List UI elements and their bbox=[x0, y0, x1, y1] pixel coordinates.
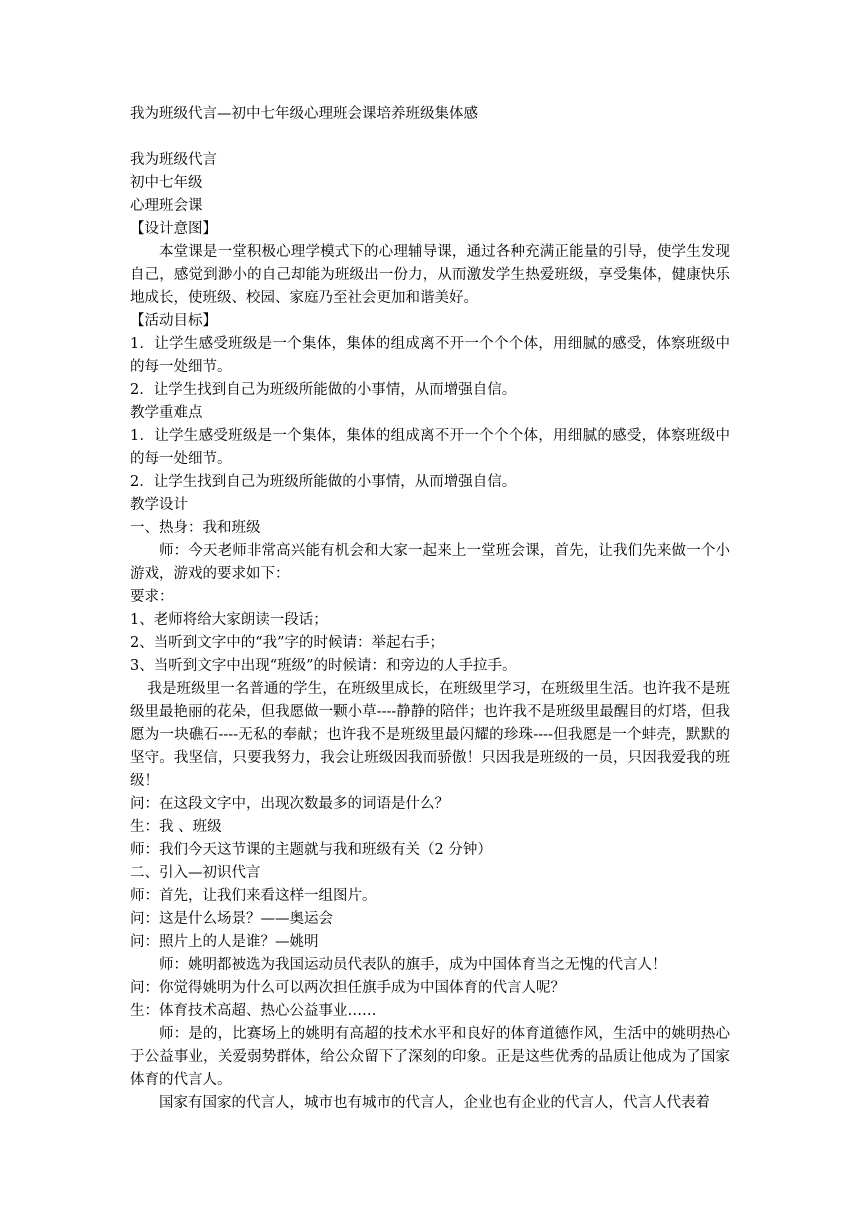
goal-item: 2．让学生找到自己为班级所能做的小事情，从而增强自信。 bbox=[130, 382, 517, 398]
teaching-design-heading: 教学设计 bbox=[130, 497, 188, 513]
meta-line-topic: 我为班级代言 bbox=[130, 152, 217, 168]
goal-item: 1．让学生感受班级是一个集体，集体的组成离不开一个个个体，用细腻的感受，体察班级中的每一处细节。 bbox=[130, 336, 730, 375]
qa-line: 师：首先，让我们来看这样一组图片。 bbox=[130, 888, 377, 904]
design-heading: 【设计意图】 bbox=[130, 221, 217, 237]
qa-line: 师：我们今天这节课的主题就与我和班级有关（2 分钟） bbox=[130, 842, 492, 858]
qa-line: 问：在这段文字中，出现次数最多的词语是什么？ bbox=[130, 796, 449, 812]
qa-line: 问：这是什么场景？——奥运会 bbox=[130, 911, 333, 927]
section2-heading: 二、引入—初识代言 bbox=[130, 865, 261, 881]
requirement-item: 2、当听到文字中的“我”字的时候请：举起右手； bbox=[130, 635, 445, 651]
goals-heading: 【活动目标】 bbox=[130, 313, 217, 329]
requirements-label: 要求： bbox=[130, 589, 174, 605]
key-point-item: 1．让学生感受班级是一个集体，集体的组成离不开一个个个体，用细腻的感受，体察班级中的每一处细节。 bbox=[130, 428, 730, 467]
section1-heading: 一、热身：我和班级 bbox=[130, 520, 261, 536]
reading-passage: 我是班级里一名普通的学生，在班级里成长，在班级里学习，在班级里生活。也许我不是班级里最艳丽的花朵，但我愿做一颗小草----静静的陪伴；也许我不是班级里最醒目的灯塔，但我愿为一块礁石----无私的奉献；也许我不是班级里最闪耀的珍珠----但我愿是一个蚌壳，默默的坚守。我坚信，只要我努力，我会让班级因我而骄傲！只因我是班级的一员，只因我爱我的班级！ bbox=[130, 681, 730, 789]
design-text: 本堂课是一堂积极心理学模式下的心理辅导课，通过各种充满正能量的引导，使学生发现自己，感觉到渺小的自己却能为班级出一份力，从而激发学生热爱班级，享受集体，健康快乐地成长，使班级、校园、家庭乃至社会更加和谐美好。 bbox=[130, 244, 730, 306]
qa-line: 生：体育技术高超、热心公益事业…… bbox=[130, 1003, 377, 1019]
qa-line: 问：你觉得姚明为什么可以两次担任旗手成为中国体育的代言人呢？ bbox=[130, 980, 565, 996]
yao-ming-statement: 师：姚明都被选为我国运动员代表队的旗手，成为中国体育当之无愧的代言人！ bbox=[159, 957, 667, 973]
requirement-item: 3、当听到文字中出现“班级”的时候请：和旁边的人手拉手。 bbox=[130, 658, 517, 674]
document-page bbox=[130, 103, 730, 1115]
closing-text: 国家有国家的代言人，城市也有城市的代言人，企业也有企业的代言人，代言人代表着 bbox=[159, 1095, 710, 1111]
requirement-item: 1、老师将给大家朗读一段话； bbox=[130, 612, 328, 628]
qa-line: 生：我 、班级 bbox=[130, 819, 222, 835]
section1-intro: 师：今天老师非常高兴能有机会和大家一起来上一堂班会课，首先，让我们先来做一个小游戏，游戏的要求如下： bbox=[130, 543, 730, 582]
meta-line-grade: 初中七年级 bbox=[130, 175, 203, 191]
document-title: 我为班级代言—初中七年级心理班会课培养班级集体感 bbox=[130, 106, 478, 122]
meta-line-type: 心理班会课 bbox=[130, 198, 203, 214]
key-point-item: 2．让学生找到自己为班级所能做的小事情，从而增强自信。 bbox=[130, 474, 517, 490]
yao-ming-answer: 师：是的，比赛场上的姚明有高超的技术水平和良好的体育道德作风，生活中的姚明热心于公益事业，关爱弱势群体，给公众留下了深刻的印象。正是这些优秀的品质让他成为了国家体育的代言人。 bbox=[130, 1026, 730, 1088]
key-points-heading: 教学重难点 bbox=[130, 405, 203, 421]
qa-line: 问：照片上的人是谁？—姚明 bbox=[130, 934, 319, 950]
